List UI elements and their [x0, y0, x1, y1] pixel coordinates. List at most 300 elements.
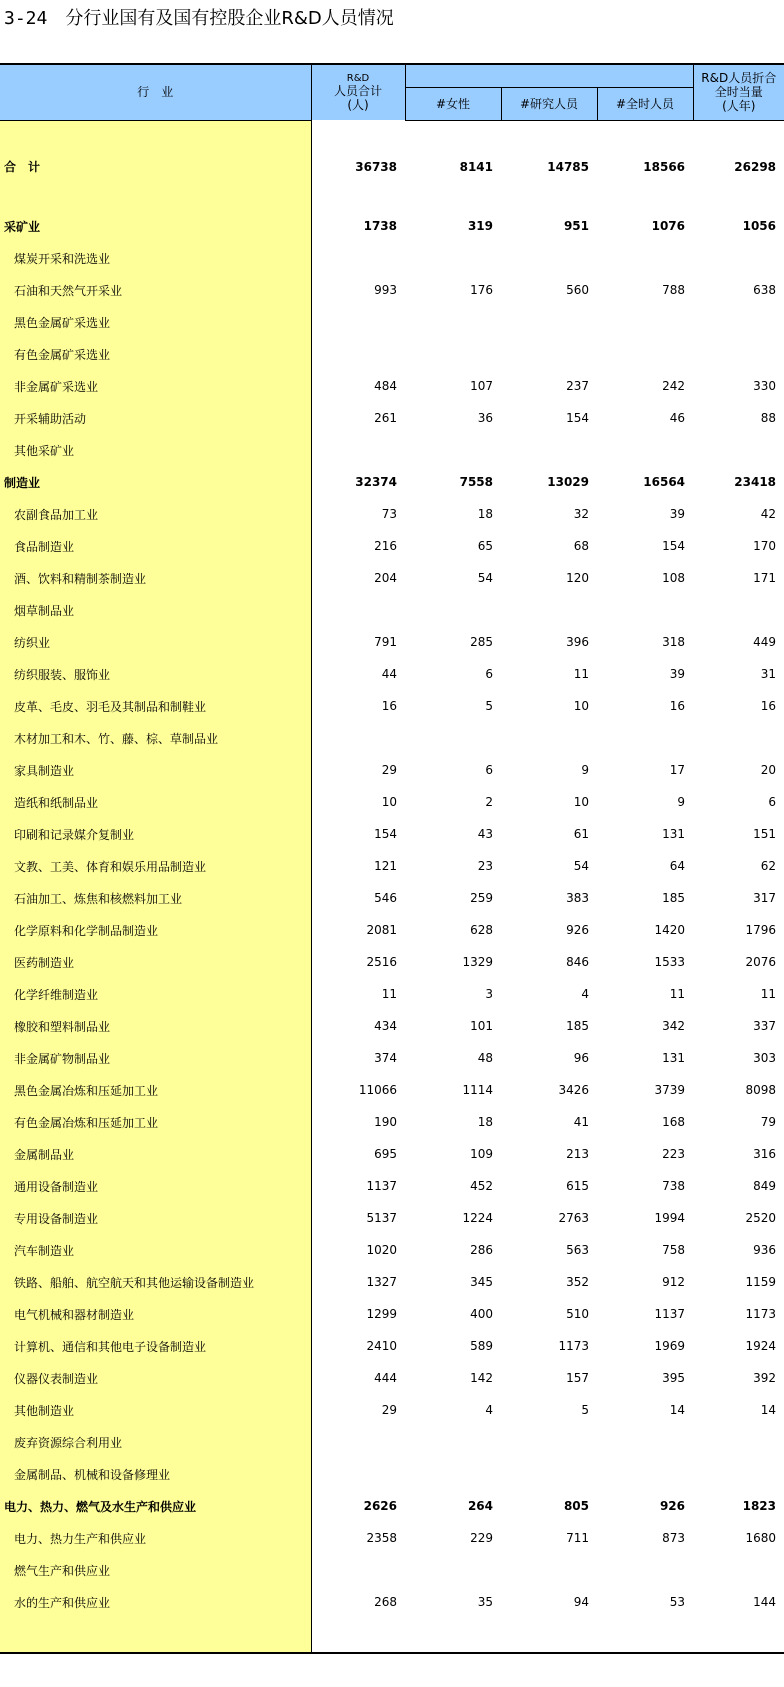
page-title	[4, 6, 394, 32]
row-value	[693, 434, 784, 466]
table-row	[0, 338, 784, 370]
row-value: 1159	[745, 1275, 777, 1289]
table-row	[0, 818, 784, 850]
row-industry: 黑色金属矿采选业	[0, 306, 311, 338]
row-value: 109	[470, 1147, 493, 1161]
row-industry: 通用设备制造业	[0, 1170, 311, 1202]
row-value: 1924	[745, 1339, 777, 1353]
row-value: 96	[573, 1051, 589, 1065]
table-row	[0, 1138, 784, 1170]
row-value: 392	[753, 1371, 777, 1385]
row-industry: 家具制造业	[0, 754, 311, 786]
row-value: 1076	[651, 219, 686, 233]
row-value	[405, 338, 501, 370]
header-fte-line3: (人年)	[722, 99, 756, 114]
row-value: 3426	[558, 1083, 589, 1097]
row-value: 318	[662, 635, 686, 649]
row-value: 383	[566, 891, 589, 905]
row-value: 168	[662, 1115, 686, 1129]
table-row	[0, 850, 784, 882]
row-value: 5137	[366, 1211, 397, 1225]
row-industry: 非金属矿物制品业	[0, 1042, 311, 1074]
row-industry: 计算机、通信和其他电子设备制造业	[0, 1330, 311, 1362]
row-value	[693, 242, 784, 274]
row-industry: 石油和天然气开采业	[0, 274, 311, 306]
row-value	[405, 1458, 501, 1490]
row-value	[693, 1458, 784, 1490]
row-industry: 纺织服装、服饰业	[0, 658, 311, 690]
table-row	[0, 151, 784, 183]
row-industry: 酒、饮料和精制茶制造业	[0, 562, 311, 594]
row-industry: 医药制造业	[0, 946, 311, 978]
row-value: 285	[470, 635, 493, 649]
row-value	[597, 242, 693, 274]
table-row	[0, 434, 784, 466]
row-industry: 造纸和纸制品业	[0, 786, 311, 818]
row-value: 1327	[366, 1275, 397, 1289]
row-value	[405, 1554, 501, 1586]
row-value: 449	[753, 635, 777, 649]
header-fte-line1: R&D人员折合	[701, 71, 777, 86]
row-value: 18	[477, 507, 493, 521]
row-industry: 非金属矿采选业	[0, 370, 311, 402]
row-value: 638	[753, 283, 777, 297]
row-value: 61	[573, 827, 589, 841]
header-fulltime: #全时人员	[597, 87, 693, 120]
row-value: 11	[573, 667, 589, 681]
table-row	[0, 274, 784, 306]
row-value: 5	[581, 1403, 589, 1417]
row-industry: 金属制品、机械和设备修理业	[0, 1458, 311, 1490]
row-value: 1533	[654, 955, 686, 969]
table-row	[0, 1010, 784, 1042]
row-value: 46	[669, 411, 686, 425]
row-value: 35	[477, 1595, 493, 1609]
row-industry: 有色金属冶炼和压延加工业	[0, 1106, 311, 1138]
row-industry: 电力、热力、燃气及水生产和供应业	[0, 1490, 311, 1522]
row-value: 1329	[462, 955, 493, 969]
row-value: 563	[566, 1243, 589, 1257]
row-value: 2410	[366, 1339, 397, 1353]
row-industry: 文教、工美、体育和娱乐用品制造业	[0, 850, 311, 882]
row-value: 16564	[643, 475, 686, 489]
table-row	[0, 1266, 784, 1298]
row-value: 951	[563, 219, 589, 233]
row-value: 788	[662, 283, 686, 297]
table-row	[0, 1490, 784, 1522]
row-value: 316	[753, 1147, 777, 1161]
row-industry: 皮革、毛皮、羽毛及其制品和制鞋业	[0, 690, 311, 722]
row-value: 20	[760, 763, 777, 777]
row-value: 352	[566, 1275, 589, 1289]
row-value: 39	[669, 667, 686, 681]
row-value: 4	[581, 987, 589, 1001]
row-value: 560	[566, 283, 589, 297]
row-value: 121	[374, 859, 397, 873]
row-value: 2358	[366, 1531, 397, 1545]
row-value: 204	[374, 571, 397, 585]
row-value: 14785	[547, 159, 589, 174]
row-value: 337	[753, 1019, 777, 1033]
row-value: 185	[662, 891, 686, 905]
row-value	[405, 1426, 501, 1458]
row-value: 342	[662, 1019, 686, 1033]
row-value: 452	[470, 1179, 493, 1193]
row-industry: 制造业	[0, 466, 311, 498]
row-industry: 烟草制品业	[0, 594, 311, 626]
row-value: 264	[467, 1499, 493, 1513]
row-value: 229	[470, 1531, 493, 1545]
table-row	[0, 658, 784, 690]
row-value	[693, 1554, 784, 1586]
row-value: 16	[381, 699, 397, 713]
row-value: 303	[753, 1051, 777, 1065]
row-value: 1137	[366, 1179, 397, 1193]
row-value: 120	[566, 571, 589, 585]
row-value: 14	[760, 1403, 777, 1417]
row-value: 695	[374, 1147, 397, 1161]
row-industry: 化学纤维制造业	[0, 978, 311, 1010]
row-value: 32	[573, 507, 589, 521]
row-value: 53	[669, 1595, 686, 1609]
row-value	[311, 242, 405, 274]
header-total-line2: 人员合计	[333, 84, 382, 98]
row-industry: 橡胶和塑料制品业	[0, 1010, 311, 1042]
row-industry: 电力、热力生产和供应业	[0, 1522, 311, 1554]
row-value: 3	[485, 987, 493, 1001]
row-value: 94	[573, 1595, 589, 1609]
row-value	[693, 722, 784, 754]
row-value	[311, 434, 405, 466]
row-value	[597, 338, 693, 370]
spacer-row	[0, 120, 784, 151]
table-number: 3-24	[4, 8, 48, 29]
row-value: 400	[470, 1307, 493, 1321]
row-industry: 化学原料和化学制品制造业	[0, 914, 311, 946]
table-row	[0, 882, 784, 914]
row-value: 261	[374, 411, 397, 425]
row-value: 286	[470, 1243, 493, 1257]
row-value: 16	[760, 699, 777, 713]
row-value: 1823	[742, 1499, 777, 1513]
row-value: 711	[566, 1531, 589, 1545]
row-value	[405, 594, 501, 626]
row-industry: 汽车制造业	[0, 1234, 311, 1266]
row-value	[405, 242, 501, 274]
row-value	[597, 434, 693, 466]
row-value: 6	[485, 667, 493, 681]
row-value: 26298	[734, 159, 777, 174]
row-value: 190	[374, 1115, 397, 1129]
header-subgroup	[405, 64, 693, 87]
row-value: 151	[753, 827, 777, 841]
row-industry: 印刷和记录媒介复制业	[0, 818, 311, 850]
row-industry: 废弃资源综合利用业	[0, 1426, 311, 1458]
row-value: 23	[477, 859, 493, 873]
row-value: 926	[566, 923, 589, 937]
row-value	[501, 1554, 597, 1586]
row-value: 14	[669, 1403, 686, 1417]
row-industry: 金属制品业	[0, 1138, 311, 1170]
row-value: 11	[381, 987, 397, 1001]
row-value	[501, 722, 597, 754]
table-row	[0, 690, 784, 722]
row-value: 5	[485, 699, 493, 713]
row-value: 185	[566, 1019, 589, 1033]
header-total	[311, 64, 405, 120]
row-value: 42	[760, 507, 777, 521]
row-value: 2081	[366, 923, 397, 937]
table-row	[0, 1394, 784, 1426]
row-value: 936	[753, 1243, 777, 1257]
row-value: 1137	[654, 1307, 686, 1321]
row-value	[501, 306, 597, 338]
row-value: 17	[669, 763, 686, 777]
row-value: 546	[374, 891, 397, 905]
row-value: 11	[760, 987, 777, 1001]
row-value: 1680	[745, 1531, 777, 1545]
row-value	[597, 1458, 693, 1490]
row-value: 18	[477, 1115, 493, 1129]
data-table	[0, 63, 784, 1654]
row-value: 10	[573, 699, 589, 713]
row-value: 36	[477, 411, 493, 425]
row-value: 31	[760, 667, 777, 681]
row-value: 330	[753, 379, 777, 393]
row-value	[311, 306, 405, 338]
row-value: 3739	[654, 1083, 686, 1097]
row-value	[311, 1458, 405, 1490]
row-value	[693, 1426, 784, 1458]
row-value: 131	[662, 827, 686, 841]
table-row	[0, 594, 784, 626]
row-value: 1173	[745, 1307, 777, 1321]
table-row	[0, 1554, 784, 1586]
table-row	[0, 562, 784, 594]
row-industry: 铁路、船舶、航空航天和其他运输设备制造业	[0, 1266, 311, 1298]
row-value: 10	[573, 795, 589, 809]
row-value	[597, 722, 693, 754]
row-value	[693, 306, 784, 338]
row-value: 4	[485, 1403, 493, 1417]
row-value: 36738	[355, 159, 397, 174]
row-value: 237	[566, 379, 589, 393]
row-value	[311, 722, 405, 754]
row-value	[597, 1426, 693, 1458]
row-industry: 采矿业	[0, 210, 311, 242]
row-value: 176	[470, 283, 493, 297]
row-value: 242	[662, 379, 686, 393]
row-value	[693, 594, 784, 626]
row-value: 73	[381, 507, 397, 521]
row-value: 2626	[363, 1499, 397, 1513]
row-industry: 黑色金属冶炼和压延加工业	[0, 1074, 311, 1106]
table-row	[0, 626, 784, 658]
row-value: 1173	[558, 1339, 589, 1353]
row-value: 1299	[366, 1307, 397, 1321]
row-value: 484	[374, 379, 397, 393]
row-value: 510	[566, 1307, 589, 1321]
table-row	[0, 466, 784, 498]
row-value: 1796	[745, 923, 777, 937]
row-industry: 煤炭开采和洗选业	[0, 242, 311, 274]
row-value: 1738	[363, 219, 397, 233]
row-value: 9	[677, 795, 686, 809]
table-row	[0, 306, 784, 338]
row-industry: 燃气生产和供应业	[0, 1554, 311, 1586]
table-row	[0, 402, 784, 434]
table-row	[0, 946, 784, 978]
table-body	[0, 120, 784, 1653]
spacer-row	[0, 183, 784, 211]
table-row	[0, 370, 784, 402]
row-value: 65	[477, 539, 493, 553]
row-value: 6	[768, 795, 777, 809]
row-value: 144	[753, 1595, 777, 1609]
row-value	[501, 434, 597, 466]
header-industry: 行 业	[0, 64, 311, 120]
row-value: 317	[753, 891, 777, 905]
row-value	[311, 594, 405, 626]
row-value: 615	[566, 1179, 589, 1193]
row-value: 1969	[654, 1339, 686, 1353]
row-value	[597, 306, 693, 338]
row-value: 2520	[745, 1211, 777, 1225]
row-value: 1056	[742, 219, 777, 233]
row-value: 64	[669, 859, 686, 873]
row-value: 68	[573, 539, 589, 553]
table-row	[0, 498, 784, 530]
row-value	[501, 594, 597, 626]
row-value: 10	[381, 795, 397, 809]
row-value: 628	[470, 923, 493, 937]
row-value: 846	[566, 955, 589, 969]
table-row	[0, 1234, 784, 1266]
row-value: 43	[477, 827, 493, 841]
table-row	[0, 978, 784, 1010]
row-value: 11066	[358, 1083, 397, 1097]
row-value: 54	[477, 571, 493, 585]
row-value: 88	[760, 411, 777, 425]
row-industry: 水的生产和供应业	[0, 1586, 311, 1618]
row-value	[405, 306, 501, 338]
header-total-line1: R&D	[346, 73, 370, 84]
row-value: 154	[662, 539, 686, 553]
row-value: 758	[662, 1243, 686, 1257]
row-value: 7558	[459, 475, 493, 489]
table-row	[0, 722, 784, 754]
row-value: 396	[566, 635, 589, 649]
row-value	[311, 1426, 405, 1458]
row-value: 39	[669, 507, 686, 521]
row-industry: 仪器仪表制造业	[0, 1362, 311, 1394]
row-value: 319	[467, 219, 493, 233]
row-value: 29	[381, 763, 397, 777]
row-industry: 农副食品加工业	[0, 498, 311, 530]
row-value	[405, 434, 501, 466]
table-row	[0, 1426, 784, 1458]
row-value: 873	[662, 1531, 686, 1545]
row-value: 1020	[366, 1243, 397, 1257]
row-value: 849	[753, 1179, 777, 1193]
row-industry: 电气机械和器材制造业	[0, 1298, 311, 1330]
table-row	[0, 1298, 784, 1330]
row-value: 213	[566, 1147, 589, 1161]
table-row	[0, 1074, 784, 1106]
row-industry: 有色金属矿采选业	[0, 338, 311, 370]
row-value: 8141	[459, 159, 493, 174]
row-industry: 石油加工、炼焦和核燃料加工业	[0, 882, 311, 914]
table-row	[0, 1586, 784, 1618]
table-row	[0, 786, 784, 818]
row-value	[311, 338, 405, 370]
header-female: #女性	[405, 87, 501, 120]
row-industry: 食品制造业	[0, 530, 311, 562]
row-value: 374	[374, 1051, 397, 1065]
table-row	[0, 754, 784, 786]
row-value: 434	[374, 1019, 397, 1033]
row-value: 101	[470, 1019, 493, 1033]
row-value	[501, 1458, 597, 1490]
row-industry: 其他采矿业	[0, 434, 311, 466]
row-value: 6	[485, 763, 493, 777]
row-value: 154	[374, 827, 397, 841]
row-value: 791	[374, 635, 397, 649]
table-row	[0, 1458, 784, 1490]
row-value: 926	[659, 1499, 686, 1513]
table-row	[0, 210, 784, 242]
row-value: 1114	[462, 1083, 493, 1097]
row-value: 23418	[734, 475, 777, 489]
row-value: 589	[470, 1339, 493, 1353]
table-row	[0, 1522, 784, 1554]
table-title: 分行业国有及国有控股企业R&D人员情况	[65, 8, 394, 29]
row-value: 216	[374, 539, 397, 553]
table-row	[0, 1042, 784, 1074]
row-value: 142	[470, 1371, 493, 1385]
row-industry: 纺织业	[0, 626, 311, 658]
table-row	[0, 1362, 784, 1394]
row-value: 16	[669, 699, 686, 713]
row-value: 107	[470, 379, 493, 393]
header-total-line3: (人)	[347, 98, 369, 112]
row-value: 79	[760, 1115, 777, 1129]
header-fte-line2: 全时当量	[714, 85, 763, 100]
row-value: 48	[477, 1051, 493, 1065]
row-industry: 其他制造业	[0, 1394, 311, 1426]
row-industry: 木材加工和木、竹、藤、棕、草制品业	[0, 722, 311, 754]
row-value: 1994	[654, 1211, 686, 1225]
spacer-row	[0, 1618, 784, 1653]
row-value: 805	[563, 1499, 589, 1513]
row-industry: 专用设备制造业	[0, 1202, 311, 1234]
row-value: 223	[662, 1147, 686, 1161]
table-row	[0, 242, 784, 274]
row-industry: 开采辅助活动	[0, 402, 311, 434]
row-value: 993	[374, 283, 397, 297]
row-value: 29	[381, 1403, 397, 1417]
row-value: 9	[581, 763, 589, 777]
row-value: 32374	[355, 475, 397, 489]
row-value: 2516	[366, 955, 397, 969]
header-research: #研究人员	[501, 87, 597, 120]
header-fte	[693, 64, 784, 120]
row-value	[597, 594, 693, 626]
row-value: 1420	[654, 923, 686, 937]
table-row	[0, 1330, 784, 1362]
row-value: 444	[374, 1371, 397, 1385]
row-value: 268	[374, 1595, 397, 1609]
